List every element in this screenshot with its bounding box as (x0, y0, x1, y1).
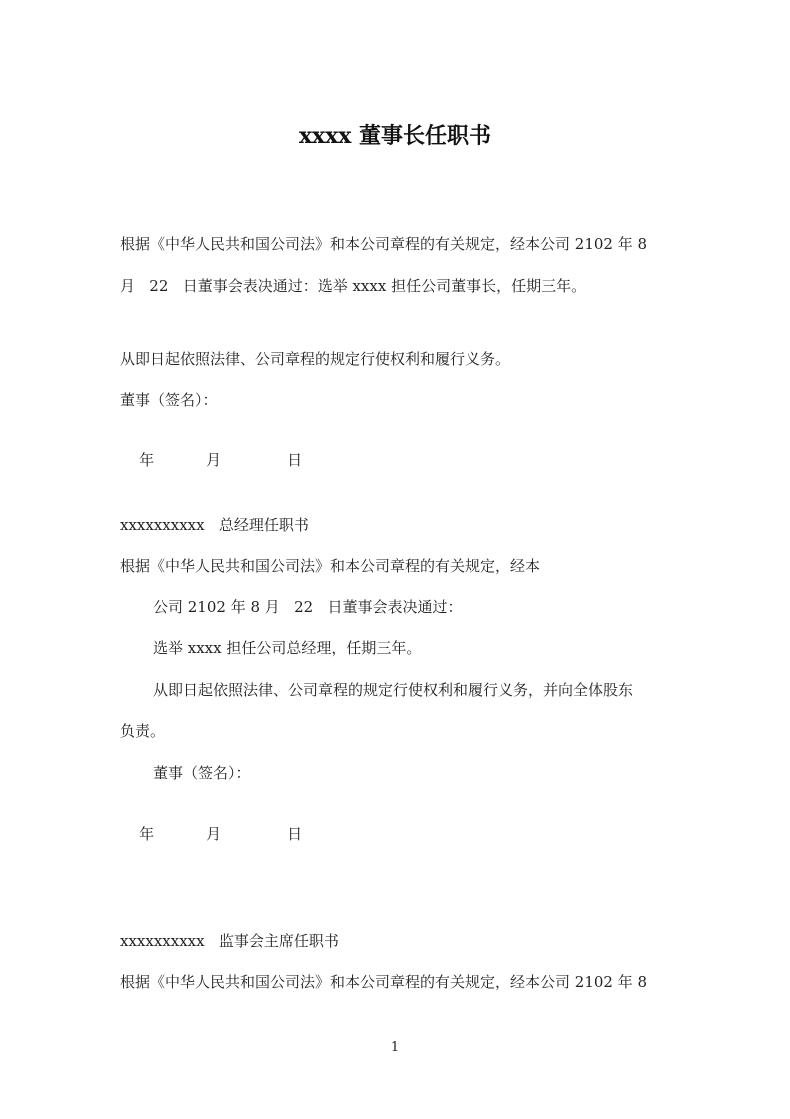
chairman-date-line (120, 430, 302, 490)
general-manager-duties-line-2: 负责。 (120, 722, 166, 740)
general-manager-paragraph-line-2: 公司 2102 年 8 月 22 日董事会表决通过： (153, 598, 463, 616)
page-number: 1 (390, 1040, 400, 1055)
document-title: xxxx 董事长任职书 (298, 123, 492, 149)
supervisory-chairman-heading: xxxxxxxxxx 监事会主席任职书 (120, 932, 339, 950)
chairman-paragraph-line-2: 月 22 日董事会表决通过：选举 xxxx 担任公司董事长，任期三年。 (120, 277, 587, 295)
general-manager-date-line (120, 804, 302, 864)
supervisory-chairman-paragraph-line-1: 根据《中华人民共和国公司法》和本公司章程的有关规定，经本公司 2102 年 8 (120, 973, 648, 991)
general-manager-heading: xxxxxxxxxx 总经理任职书 (120, 516, 309, 534)
general-manager-duties-line-1: 从即日起依照法律、公司章程的规定行使权利和履行义务，并向全体股东 (153, 681, 634, 699)
date-day-label: 日 (287, 825, 303, 843)
date-year-label: 年 (139, 451, 155, 469)
date-month-label: 月 (206, 451, 222, 469)
date-year-label: 年 (139, 825, 155, 843)
date-day-label: 日 (287, 451, 303, 469)
chairman-paragraph-line-1: 根据《中华人民共和国公司法》和本公司章程的有关规定，经本公司 2102 年 8 (120, 235, 648, 253)
chairman-duties-text: 从即日起依照法律、公司章程的规定行使权利和履行义务。 (120, 350, 511, 368)
date-month-label: 月 (206, 825, 222, 843)
general-manager-signature-label: 董事（签名）： (153, 764, 251, 782)
chairman-signature-label: 董事（签名）： (120, 391, 218, 409)
general-manager-paragraph-line-1: 根据《中华人民共和国公司法》和本公司章程的有关规定，经本 (120, 557, 541, 575)
general-manager-election-text: 选举 xxxx 担任公司总经理，任期三年。 (153, 639, 422, 657)
